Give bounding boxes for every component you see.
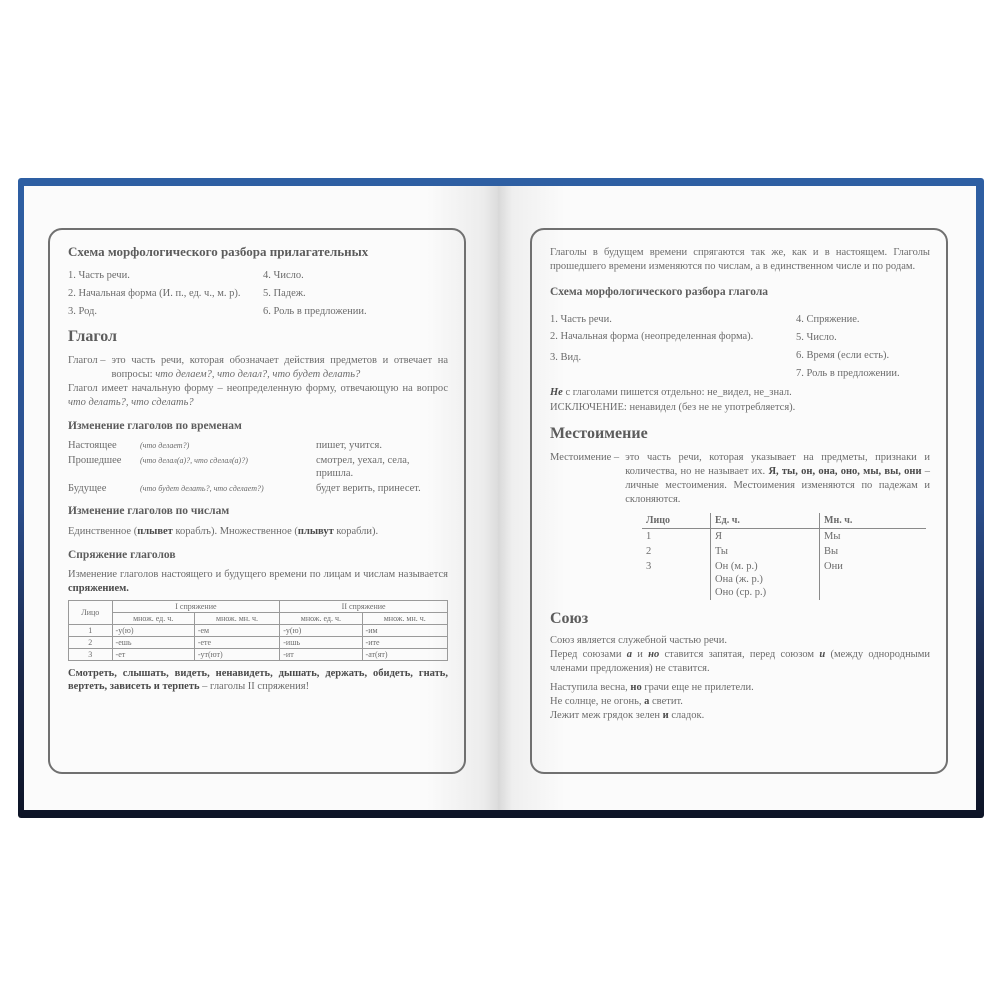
table-cell: -ет bbox=[112, 649, 194, 661]
ne-bold: Не bbox=[550, 387, 563, 398]
exception-rule bbox=[550, 400, 930, 415]
tense-example: будет верить, принесет. bbox=[316, 483, 421, 494]
conj-subheader: множ. мн. ч. bbox=[362, 613, 447, 625]
table-cell: Он (м. р.) Она (ж. р.) Оно (ср. р.) bbox=[711, 559, 820, 600]
pronoun-table bbox=[642, 513, 926, 600]
union-rule-part: Перед союзами bbox=[550, 649, 627, 660]
number-bold: плывут bbox=[297, 526, 334, 537]
example-union: но bbox=[630, 682, 642, 693]
pron-header: Мн. ч. bbox=[820, 513, 927, 529]
union-rule-part: и bbox=[631, 649, 649, 660]
union-rule-part: ставится запятая, перед союзом bbox=[659, 649, 820, 660]
pron-header: Ед. ч. bbox=[711, 513, 820, 529]
table-cell: 1 bbox=[646, 531, 652, 542]
table-cell: Мы bbox=[820, 529, 927, 545]
tense-name: Будущее bbox=[68, 483, 107, 494]
conjugation-table bbox=[68, 600, 448, 661]
conjugation-bold: спряжением. bbox=[68, 583, 129, 594]
pronoun-list: Я, ты, он, она, оно, мы, вы, они bbox=[768, 466, 922, 477]
table-cell: Они bbox=[820, 559, 927, 600]
verb-term: Глагол – bbox=[68, 355, 106, 366]
example-part: Не солнце, не огонь, bbox=[550, 696, 645, 707]
table-cell: -у(ю) bbox=[112, 625, 194, 637]
example-union: и bbox=[662, 710, 669, 721]
verb-def-text: это часть речи, которая обозначает действия предметов и отвечает на вопросы: bbox=[111, 355, 448, 380]
table-cell: -ат(ят) bbox=[362, 649, 447, 661]
exceptions-tail: – глаголы II спряжения! bbox=[199, 681, 310, 692]
example-part: грачи еще не прилетели. bbox=[641, 682, 754, 693]
table-cell: 1 bbox=[69, 625, 113, 637]
future-tense-intro: Глаголы в будущем времени спрягаются так же, как и в настоящем. Глаголы прошедшего времени изменяются по числам, а в единственном числе и по родам. bbox=[550, 247, 930, 272]
tense-row bbox=[68, 439, 448, 452]
table-cell: -ешь bbox=[112, 637, 194, 649]
list-item: 6. Роль в предложении. bbox=[263, 306, 367, 317]
conjugation-title: Спряжение глаголов bbox=[68, 549, 176, 561]
table-cell: Я bbox=[711, 529, 820, 545]
example-union: а bbox=[644, 696, 650, 707]
verb-scheme-title: Схема морфологического разбора глагола bbox=[550, 286, 769, 298]
union-rule bbox=[550, 648, 930, 676]
conj-subheader: множ. ед. ч. bbox=[280, 613, 362, 625]
number-title: Изменение глаголов по числам bbox=[68, 505, 230, 517]
pronoun-list-tail: – личные местоимения. bbox=[625, 466, 931, 491]
conjugation-text-part: Изменение глаголов настоящего и будущего времени по лицам и числам называется bbox=[68, 569, 448, 580]
list-item: 3. Род. bbox=[68, 306, 97, 317]
list-item: 4. Число. bbox=[263, 270, 304, 281]
conj-header-2: II спряжение bbox=[280, 601, 448, 613]
union-definition: Союз является служебной частью речи. bbox=[550, 635, 727, 646]
pron-header: Лицо bbox=[642, 513, 711, 529]
table-cell: -у(ю) bbox=[280, 625, 362, 637]
verb-definition bbox=[68, 354, 448, 382]
pronoun-term: Местоимение – bbox=[550, 452, 620, 463]
table-row bbox=[69, 637, 448, 649]
list-item: 5. Число. bbox=[796, 332, 837, 343]
tense-row bbox=[68, 454, 448, 480]
verb-initial-text: Глагол имеет начальную форму – неопределенную форму, отвечающую на вопрос bbox=[68, 383, 448, 394]
adjective-scheme-list bbox=[68, 268, 448, 322]
example-part: сладок. bbox=[668, 710, 705, 721]
conj-subheader: множ. ед. ч. bbox=[112, 613, 194, 625]
tense-name: Прошедшее bbox=[68, 455, 122, 466]
verb-initial-form bbox=[68, 382, 448, 410]
list-item: 1. Часть речи. bbox=[68, 270, 130, 281]
table-row bbox=[642, 529, 926, 545]
union-word: но bbox=[648, 649, 660, 660]
table-cell: -ит bbox=[280, 649, 362, 661]
list-item: 6. Время (если есть). bbox=[796, 350, 890, 361]
tense-question: (что делал(а)?, что сделал(а)?) bbox=[140, 456, 248, 465]
table-cell: Вы bbox=[820, 544, 927, 559]
example-part: светит. bbox=[649, 696, 683, 707]
conj-subheader: множ. мн. ч. bbox=[194, 613, 279, 625]
tense-question: (что делает?) bbox=[140, 441, 190, 450]
ne-text: с глаголами пишется отдельно: не_видел, не_знал. bbox=[562, 387, 792, 398]
table-cell: -ем bbox=[194, 625, 279, 637]
exceptions-note bbox=[68, 667, 448, 693]
tense-title: Изменение глаголов по временам bbox=[68, 420, 242, 432]
tense-row bbox=[68, 482, 448, 495]
table-row bbox=[642, 559, 926, 600]
exception-text: ненавидел (без не не употребляется). bbox=[626, 402, 796, 413]
number-text bbox=[68, 524, 448, 539]
list-item: 2. Начальная форма (неопределенная форма). bbox=[550, 331, 754, 342]
union-word: и bbox=[819, 649, 826, 660]
verb-initial-questions: что делать?, что сделать? bbox=[68, 397, 194, 408]
union-word: а bbox=[626, 649, 632, 660]
union-rule-part: (между однородными членами предложения) не ставится. bbox=[550, 649, 931, 674]
table-row bbox=[642, 544, 926, 559]
table-cell: -им bbox=[362, 625, 447, 637]
table-cell: Ты bbox=[711, 544, 820, 559]
table-cell: -ите bbox=[362, 637, 447, 649]
exceptions-verbs: Смотреть, слышать, видеть, ненавидеть, дышать, держать, обидеть, гнать, вертеть, зависеть и терпеть bbox=[68, 668, 448, 692]
union-example bbox=[550, 681, 930, 695]
conj-header-1: I спряжение bbox=[112, 601, 280, 613]
example-part: Наступила весна, bbox=[550, 682, 631, 693]
ne-rule bbox=[550, 385, 930, 400]
adjective-scheme-title: Схема морфологического разбора прилагательных bbox=[68, 244, 369, 259]
pronoun-title: Местоимение bbox=[550, 425, 648, 442]
union-example bbox=[550, 709, 930, 723]
table-cell: 2 bbox=[646, 546, 652, 557]
pronoun-definition bbox=[550, 451, 930, 507]
table-cell: -ишь bbox=[280, 637, 362, 649]
table-cell: -ут(ют) bbox=[194, 649, 279, 661]
verb-title: Глагол bbox=[68, 328, 117, 345]
list-item: 3. Вид. bbox=[550, 352, 582, 363]
list-item: 7. Роль в предложении. bbox=[796, 368, 900, 379]
example-part: Лежит меж грядок зелен bbox=[550, 710, 663, 721]
verb-scheme-list bbox=[550, 312, 930, 381]
tense-question: (что будет делать?, что сделает?) bbox=[140, 484, 264, 493]
list-item: 4. Спряжение. bbox=[796, 314, 860, 325]
table-cell: 3 bbox=[646, 561, 652, 572]
number-text-part: корабли). bbox=[333, 526, 379, 537]
table-cell: -ете bbox=[194, 637, 279, 649]
list-item: 1. Часть речи. bbox=[550, 314, 612, 325]
tense-name: Настоящее bbox=[68, 440, 117, 451]
union-title: Союз bbox=[550, 610, 589, 627]
number-bold: плывет bbox=[137, 526, 173, 537]
pronoun-change: Местоимения изменяются по падежам и склоняются. bbox=[625, 480, 930, 505]
table-row bbox=[69, 649, 448, 661]
table-cell: 3 bbox=[69, 649, 113, 661]
list-item: 2. Начальная форма (И. п., ед. ч., м. р). bbox=[68, 288, 241, 299]
list-item: 5. Падеж. bbox=[263, 288, 306, 299]
conjugation-text bbox=[68, 568, 448, 596]
table-row bbox=[69, 625, 448, 637]
number-text-part: Единственное ( bbox=[68, 526, 138, 537]
exception-label: ИСКЛЮЧЕНИЕ: bbox=[550, 402, 627, 413]
union-example bbox=[550, 695, 930, 709]
tense-example: смотрел, уехал, села, пришла. bbox=[316, 455, 410, 479]
number-text-part: кораблъ). Множественное ( bbox=[172, 526, 298, 537]
right-content-frame bbox=[530, 228, 948, 774]
conj-header-face: Лицо bbox=[69, 601, 113, 625]
verb-def-questions: что делаем?, что делал?, что будет делать? bbox=[155, 369, 361, 380]
left-content-frame bbox=[48, 228, 466, 774]
table-cell: 2 bbox=[69, 637, 113, 649]
pronoun-def-text: это часть речи, которая указывает на предметы, признаки и количества, но не называет их. bbox=[625, 452, 930, 477]
tense-example: пишет, учится. bbox=[316, 440, 383, 451]
